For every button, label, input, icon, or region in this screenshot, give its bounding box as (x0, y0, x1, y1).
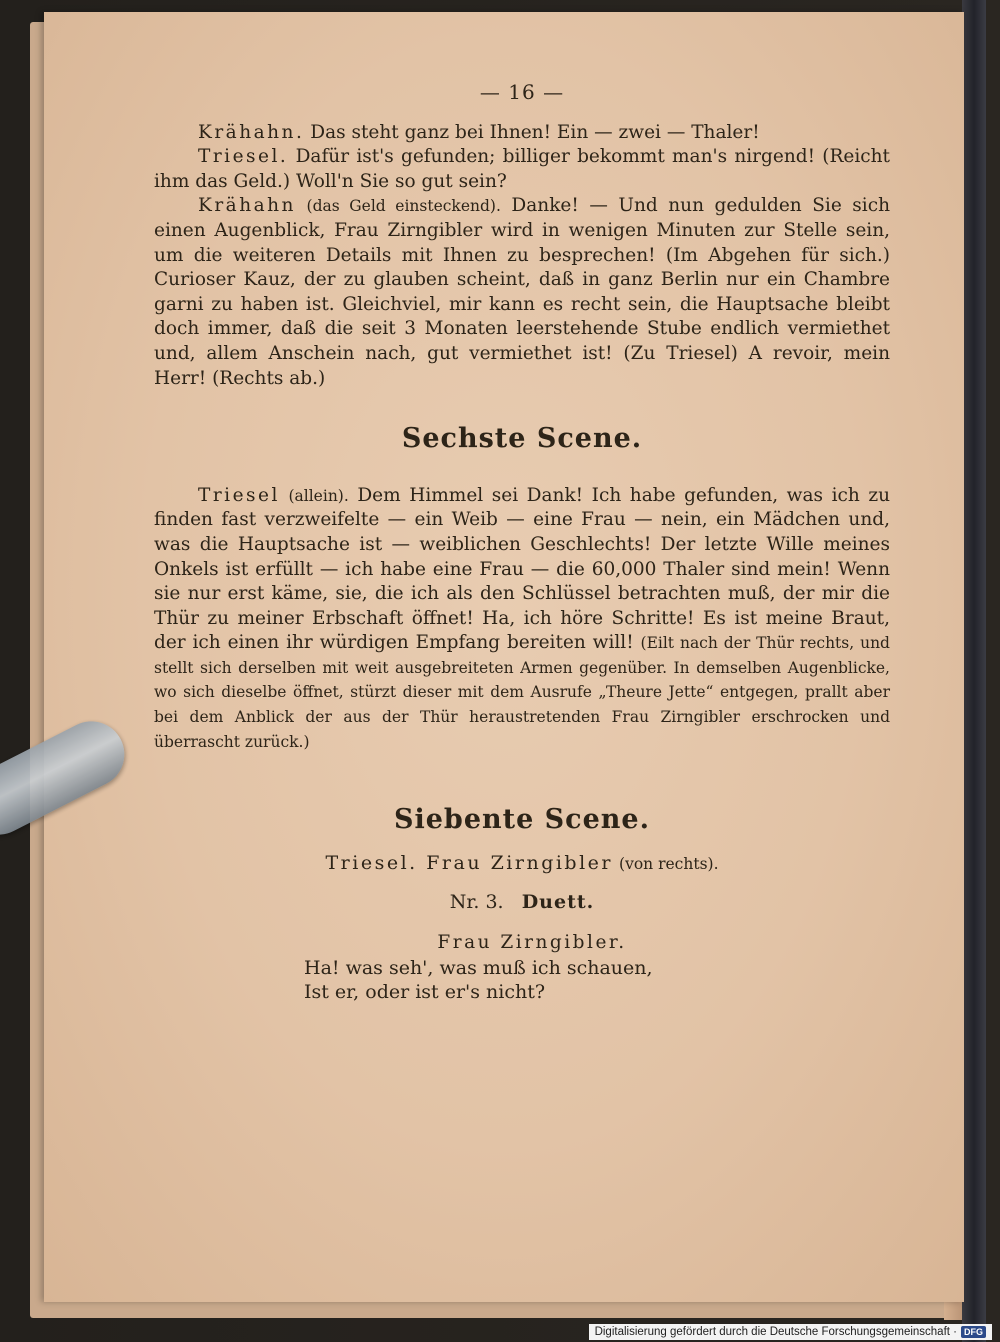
cast-stage-direction: (von rechts). (619, 854, 719, 873)
dialogue-text: Danke! — Und nun gedulden Sie sich einen Augenblick, Frau Zirngibler wird in wenigen Minuten zur Stelle sein, um die weiteren Details mit Ihnen zu besprechen! (Im Abgehen für sich.) Curioser Kauz, der zu glauben scheint, daß in ganz Berlin nur ein Chambre garni zu haben ist. Gleichviel, mir kann es recht sein, die Hauptsache bleibt doch immer, daß die seit 3 Monaten leerstehende Stube endlich vermiethet und, allem Anschein nach, gut vermiethet ist! (Zu Triesel) A revoir, mein Herr! (Rechts ab.) (154, 195, 890, 389)
book-binding (962, 0, 986, 1342)
footer-text: Digitalisierung gefördert durch die Deutsche Forschungsgemeinschaft · (594, 1326, 957, 1338)
dialogue-text: Das steht ganz bei Ihnen! Ein — zwei — Thaler! (310, 121, 760, 143)
dfg-logo-icon: DFG (961, 1326, 986, 1338)
dialogue-text: Dem Himmel sei Dank! Ich habe gefunden, was ich zu finden fast verzweifelte — ein Weib — eine Frau — nein, ein Mädchen und, was die Hauptsache ist — weiblichen Geschlechts! Der letzte Wille meines Onkels ist erfüllt — ich habe eine Frau — die 60,000 Thaler sind mein! Wenn sie nur erst käme, sie, die ich als den Schlüssel betrachten muß, der mir die Thür zu meiner Erbschaft öffnet! Ha, ich höre Schritte! Es ist meine Braut, der ich einen ihr würdigen Empfang bereiten will! (154, 484, 890, 654)
stage-direction: (das Geld einsteckend). (306, 197, 501, 216)
speaker-name: Krähahn (198, 195, 296, 217)
dialogue-paragraph (154, 145, 890, 194)
speaker-name: Triesel. (198, 146, 289, 168)
stage-direction-long: (Eilt nach der Thür rechts, und stellt sich derselben mit weit ausgebreiteten Armen gegenüber. In demselben Augenblicke, wo sich dieselbe öffnet, stürzt dieser mit dem Ausrufe „Theure Jette“ entgegen, prallt aber bei dem Anblick der aus der Thür heraustretenden Frau Zirngibler erschrocken und überrascht zurück.) (154, 634, 890, 751)
verse-line: Ha! was seh', was muß ich schauen, (304, 956, 653, 979)
cast-names: Triesel. Frau Zirngibler (325, 851, 613, 874)
scene-title-sechste: Sechste Scene. (401, 423, 643, 455)
page-number: — 16 — (479, 80, 565, 104)
speaker-name: Triesel (198, 484, 280, 506)
musical-number (154, 890, 890, 915)
dialogue-text: Dafür ist's gefunden; billiger bekommt man's nirgend! (Reicht ihm das Geld.) Woll'n Sie so gut sein? (154, 146, 890, 192)
verse-line: Ist er, oder ist er's nicht? (304, 981, 546, 1004)
scene-title-siebente: Siebente Scene. (394, 804, 650, 836)
page-text (154, 70, 890, 1005)
number-title: Duett. (521, 891, 595, 914)
digitization-footer (589, 1324, 992, 1340)
dialogue-paragraph (154, 121, 890, 146)
dialogue-paragraph (154, 484, 890, 755)
dialogue-paragraph (154, 194, 890, 391)
speaker-name: Krähahn. (198, 121, 305, 143)
number-label: Nr. 3. (449, 891, 504, 914)
singer-name: Frau Zirngibler. (437, 932, 627, 954)
cast-list (154, 851, 890, 877)
stage-direction: (allein). (288, 486, 349, 505)
